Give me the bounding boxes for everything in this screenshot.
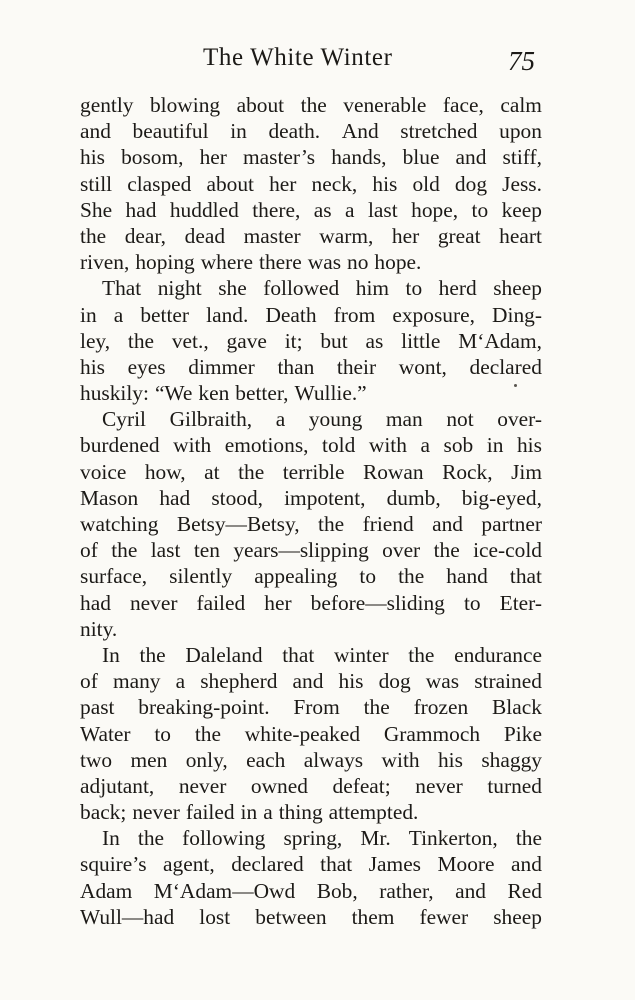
word: attempted. bbox=[328, 800, 419, 825]
word: that bbox=[282, 642, 315, 667]
word: the bbox=[80, 223, 107, 248]
word: hoping bbox=[135, 250, 195, 275]
text-line bbox=[80, 616, 542, 642]
word: to bbox=[471, 197, 489, 222]
word: over- bbox=[497, 407, 542, 432]
text-line bbox=[80, 92, 542, 118]
word: partner bbox=[481, 512, 542, 536]
word: told bbox=[322, 433, 356, 458]
word: the bbox=[515, 826, 542, 851]
word: ley, bbox=[80, 328, 111, 353]
word: dimmer bbox=[188, 354, 255, 379]
word: to bbox=[154, 721, 171, 746]
word: Moore bbox=[437, 852, 495, 877]
word: strained bbox=[474, 669, 542, 694]
word: friend bbox=[362, 512, 414, 536]
word: his bbox=[372, 171, 398, 196]
word: before—sliding bbox=[310, 590, 445, 615]
word: old bbox=[412, 171, 440, 196]
word: past bbox=[80, 695, 115, 720]
stray-ink-mark bbox=[514, 384, 517, 387]
word: upon bbox=[499, 119, 542, 144]
text-line bbox=[80, 197, 542, 223]
word: winter bbox=[333, 642, 389, 667]
word: agent, bbox=[163, 852, 215, 877]
word: no bbox=[347, 250, 369, 275]
word: his bbox=[437, 747, 463, 772]
word: master bbox=[243, 223, 301, 248]
word: two bbox=[80, 747, 113, 772]
word: voice bbox=[80, 459, 127, 484]
word: exposure, bbox=[392, 302, 475, 327]
word: endurance bbox=[454, 642, 542, 667]
word: back; bbox=[80, 800, 127, 825]
word: white-peaked bbox=[244, 721, 361, 746]
word: Jim bbox=[511, 459, 542, 484]
word: man bbox=[385, 407, 423, 432]
word: his bbox=[80, 354, 105, 379]
word: hope, bbox=[411, 197, 459, 222]
text-line bbox=[80, 773, 542, 799]
word: his bbox=[80, 145, 105, 170]
word: dog bbox=[454, 171, 488, 196]
word: his bbox=[338, 669, 364, 694]
word: followed bbox=[263, 276, 340, 301]
text-line bbox=[80, 328, 542, 354]
word: herd bbox=[438, 276, 477, 301]
word: the bbox=[111, 538, 138, 563]
word: Pike bbox=[503, 721, 542, 746]
text-line bbox=[80, 511, 542, 537]
word: Eter- bbox=[499, 590, 542, 615]
word: never bbox=[129, 590, 178, 615]
word: a bbox=[175, 669, 186, 694]
word: Rock, bbox=[442, 459, 493, 484]
word: as bbox=[313, 197, 332, 222]
running-head bbox=[0, 44, 635, 78]
word: In bbox=[102, 642, 120, 667]
text-line bbox=[80, 171, 542, 197]
word: shepherd bbox=[200, 669, 278, 694]
word: failed bbox=[196, 590, 246, 615]
word: the bbox=[127, 328, 155, 353]
word: big-eyed, bbox=[461, 485, 542, 510]
word: gently bbox=[80, 93, 134, 117]
word: keep bbox=[501, 197, 542, 222]
word: that bbox=[509, 564, 542, 589]
word: terrible bbox=[282, 459, 345, 484]
word: Mason bbox=[80, 485, 139, 510]
text-line bbox=[80, 668, 542, 694]
word: her bbox=[264, 590, 292, 615]
text-line bbox=[80, 406, 542, 432]
text-line bbox=[80, 878, 542, 904]
word: Cyril bbox=[102, 407, 146, 432]
text-line bbox=[80, 275, 542, 301]
text-line bbox=[80, 904, 542, 930]
word: little bbox=[401, 328, 441, 353]
word: where bbox=[200, 250, 253, 275]
text-line bbox=[80, 223, 542, 249]
text-line bbox=[80, 459, 542, 485]
word: rather, bbox=[379, 878, 434, 903]
body-text bbox=[80, 92, 542, 930]
word: vet., bbox=[171, 328, 209, 353]
word: defeat; bbox=[332, 773, 391, 798]
word: the bbox=[318, 512, 345, 536]
word: them bbox=[351, 904, 395, 929]
word: James bbox=[368, 852, 422, 877]
word: Mr. bbox=[360, 826, 391, 851]
word: her bbox=[269, 171, 297, 196]
word: spring, bbox=[283, 826, 343, 851]
word: eyes bbox=[127, 354, 166, 379]
word: ice-cold bbox=[473, 538, 542, 563]
word: appealing bbox=[254, 564, 338, 589]
word: she bbox=[218, 276, 247, 301]
text-line bbox=[80, 432, 542, 458]
word: master’s bbox=[243, 145, 316, 170]
word: following bbox=[182, 826, 266, 851]
word: venerable bbox=[343, 93, 427, 117]
text-line bbox=[80, 590, 542, 616]
word: watching bbox=[80, 512, 159, 536]
word: better, bbox=[235, 381, 289, 406]
word: than bbox=[277, 354, 315, 379]
word: many bbox=[112, 669, 161, 694]
word: was bbox=[425, 669, 460, 694]
word: From bbox=[293, 695, 340, 720]
word: hands, bbox=[331, 145, 387, 170]
word: not bbox=[446, 407, 474, 432]
word: great bbox=[437, 223, 481, 248]
word: a bbox=[345, 197, 355, 222]
word: with bbox=[173, 433, 212, 458]
word: about bbox=[206, 171, 254, 196]
word: That bbox=[102, 276, 142, 301]
word: hope. bbox=[374, 250, 422, 275]
word: Betsy—Betsy, bbox=[176, 512, 300, 536]
word: at bbox=[204, 459, 220, 484]
word: Rowan bbox=[362, 459, 424, 484]
word: how, bbox=[144, 459, 186, 484]
word: Water bbox=[80, 721, 131, 746]
word: a bbox=[113, 302, 124, 327]
word: Bob, bbox=[316, 878, 358, 903]
word: and bbox=[292, 669, 324, 694]
word: of bbox=[80, 669, 98, 694]
text-line bbox=[80, 642, 542, 668]
word: to bbox=[359, 564, 377, 589]
word: bosom, bbox=[121, 145, 184, 170]
word: men bbox=[130, 747, 168, 772]
word: breaking-point. bbox=[138, 695, 270, 720]
page-number: 75 bbox=[508, 46, 535, 76]
word: Adam bbox=[80, 878, 133, 903]
word: the bbox=[238, 459, 265, 484]
word: neck, bbox=[311, 171, 358, 196]
word: Jess. bbox=[502, 171, 542, 196]
word: blowing bbox=[149, 93, 221, 117]
word: always bbox=[303, 747, 364, 772]
word: dumb, bbox=[386, 485, 441, 510]
word: Black bbox=[492, 695, 542, 720]
word: the bbox=[194, 721, 221, 746]
word: huddled bbox=[169, 197, 239, 222]
word: was bbox=[307, 250, 342, 275]
word: riven, bbox=[80, 250, 130, 275]
word: better bbox=[140, 302, 190, 327]
word: a bbox=[275, 407, 286, 432]
word: Gilbraith, bbox=[169, 407, 253, 432]
word: from bbox=[333, 302, 376, 327]
word: failed bbox=[185, 800, 235, 825]
text-line bbox=[80, 144, 542, 170]
word: blue bbox=[402, 145, 440, 170]
word: Ding- bbox=[492, 302, 542, 327]
word: huskily: bbox=[80, 381, 149, 406]
word: a bbox=[263, 800, 273, 825]
word: in bbox=[486, 433, 504, 458]
word: there bbox=[259, 250, 302, 275]
word: warm, bbox=[319, 223, 374, 248]
word: fewer bbox=[419, 904, 469, 929]
word: dead bbox=[184, 223, 226, 248]
word: declared bbox=[231, 852, 304, 877]
word: over bbox=[382, 538, 421, 563]
word: to bbox=[405, 276, 423, 301]
word: never bbox=[132, 800, 180, 825]
word: young bbox=[308, 407, 363, 432]
text-line bbox=[80, 694, 542, 720]
word: Death bbox=[265, 302, 317, 327]
text-line bbox=[80, 485, 542, 511]
word: night bbox=[157, 276, 202, 301]
word: the bbox=[398, 564, 425, 589]
word: in bbox=[80, 302, 97, 327]
word: heart bbox=[499, 223, 542, 248]
word: silently bbox=[169, 564, 233, 589]
text-line bbox=[80, 825, 542, 851]
word: her bbox=[391, 223, 420, 248]
text-line bbox=[80, 354, 542, 380]
word: had bbox=[125, 197, 157, 222]
text-line bbox=[80, 563, 542, 589]
word: stood, bbox=[211, 485, 264, 510]
word: beautiful bbox=[132, 119, 209, 144]
word: She bbox=[80, 197, 113, 222]
word: face, bbox=[442, 93, 484, 117]
word: In bbox=[102, 826, 120, 851]
text-line bbox=[80, 851, 542, 877]
word: sob bbox=[443, 433, 474, 458]
word: her bbox=[199, 145, 227, 170]
word: each bbox=[246, 747, 286, 772]
word: Wull—had bbox=[80, 904, 175, 929]
word: last bbox=[150, 538, 181, 563]
text-line bbox=[80, 721, 542, 747]
word: death. bbox=[268, 119, 321, 144]
word: the bbox=[408, 642, 435, 667]
word: and bbox=[511, 852, 542, 877]
word: of bbox=[80, 538, 98, 563]
word: in bbox=[230, 119, 247, 144]
word: a bbox=[420, 433, 430, 458]
word: declared bbox=[469, 354, 542, 379]
word: squire’s bbox=[80, 852, 147, 877]
word: never bbox=[178, 773, 227, 798]
text-line bbox=[80, 537, 542, 563]
word: the bbox=[139, 642, 166, 667]
word: turned bbox=[487, 773, 542, 798]
word: but bbox=[320, 328, 348, 353]
word: and bbox=[455, 145, 487, 170]
word: burdened bbox=[80, 433, 160, 458]
text-line bbox=[80, 249, 542, 275]
word: to bbox=[463, 590, 481, 615]
word: had bbox=[80, 590, 111, 615]
word: his bbox=[516, 433, 542, 458]
word: hand bbox=[446, 564, 488, 589]
word: years—slipping bbox=[233, 538, 369, 563]
word: had bbox=[159, 485, 191, 510]
word: between bbox=[255, 904, 327, 929]
text-line bbox=[80, 380, 542, 406]
word: last bbox=[367, 197, 398, 222]
word: him bbox=[355, 276, 390, 301]
word: still bbox=[80, 171, 113, 196]
word: Tinkerton, bbox=[408, 826, 498, 851]
word: it; bbox=[284, 328, 303, 353]
word: adjutant, bbox=[80, 773, 155, 798]
text-line bbox=[80, 799, 542, 825]
word: shaggy bbox=[481, 747, 542, 772]
word: the bbox=[363, 695, 390, 720]
word: stretched bbox=[400, 119, 478, 144]
word: in bbox=[240, 800, 258, 825]
word: only, bbox=[185, 747, 228, 772]
word: frozen bbox=[413, 695, 469, 720]
word: calm bbox=[500, 93, 542, 117]
word: thing bbox=[278, 800, 323, 825]
word: land. bbox=[206, 302, 249, 327]
word: wont, bbox=[398, 354, 447, 379]
word: nity. bbox=[80, 616, 118, 641]
word: M‘Adam—Owd bbox=[153, 878, 296, 903]
word: emotions, bbox=[224, 433, 309, 458]
word: their bbox=[336, 354, 377, 379]
word: “We bbox=[154, 381, 193, 406]
word: And bbox=[341, 119, 379, 144]
word: gave bbox=[226, 328, 267, 353]
word: about bbox=[236, 93, 285, 117]
word: dog bbox=[378, 669, 411, 694]
word: and bbox=[80, 119, 111, 144]
word: with bbox=[368, 433, 407, 458]
word: lost bbox=[199, 904, 231, 929]
word: the bbox=[433, 538, 460, 563]
word: sheep bbox=[493, 276, 542, 301]
word: clasped bbox=[127, 171, 192, 196]
word: owned bbox=[250, 773, 308, 798]
word: stiff, bbox=[502, 145, 542, 170]
text-line bbox=[80, 118, 542, 144]
word: Grammoch bbox=[383, 721, 481, 746]
word: Wullie.” bbox=[294, 381, 367, 406]
word: the bbox=[137, 826, 165, 851]
text-line bbox=[80, 747, 542, 773]
running-title: The White Winter bbox=[203, 44, 393, 71]
word: sheep bbox=[493, 904, 542, 929]
word: there, bbox=[252, 197, 301, 222]
text-line bbox=[80, 302, 542, 328]
word: Daleland bbox=[185, 642, 263, 667]
word: surface, bbox=[80, 564, 148, 589]
word: impotent, bbox=[284, 485, 366, 510]
word: and bbox=[432, 512, 463, 536]
word: ken bbox=[198, 381, 230, 406]
word: ten bbox=[193, 538, 220, 563]
word: M‘Adam, bbox=[458, 328, 542, 353]
word: that bbox=[320, 852, 353, 877]
word: Red bbox=[507, 878, 542, 903]
word: and bbox=[455, 878, 486, 903]
word: the bbox=[300, 93, 327, 117]
word: with bbox=[381, 747, 420, 772]
word: never bbox=[415, 773, 463, 798]
word: as bbox=[365, 328, 384, 353]
word: dear, bbox=[124, 223, 167, 248]
